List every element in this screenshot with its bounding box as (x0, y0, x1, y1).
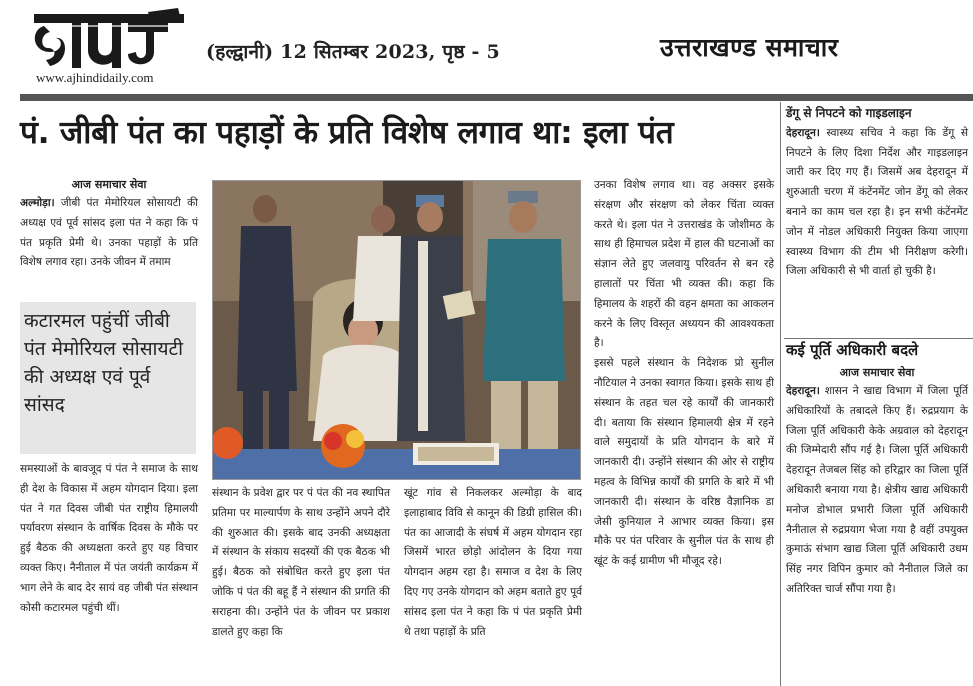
aaj-logo-graphic (28, 8, 188, 72)
website-url[interactable]: www.ajhindidaily.com (36, 70, 154, 85)
newspaper-logo (28, 8, 188, 72)
lead-column-2 (212, 484, 390, 642)
dateline: (हल्द्वानी) 12 सितम्बर 2023, पृष्ठ - 5 (206, 41, 500, 63)
dengue-place: देहरादून। (786, 126, 820, 139)
lead-byline: आज समाचार सेवा (71, 178, 147, 191)
lead-column-1 (20, 176, 198, 273)
lead-col1-body: समस्याओं के बावजूद पं पंत ने समाज के साथ ही देश के विकास में अहम योगदान दिया। इला पंत ने गत दिवस जीबी पंत राष्ट्रीय हिमालयी पर्यावरण संस्थान के वार्षिक दिवस के मौके पर हुई बैठक की अध्यक्षता करते हुए यह विचार व्यक्त किए। नैनीताल में पंत जयंती कार्यक्रम में भाग लेने के बाद देर सायं वह जीबी पंत संस्थान कोसी कटारमल पहुंची थीं। (20, 463, 198, 614)
event-photo (212, 180, 581, 480)
officers-body: शासन ने खाद्य विभाग में जिला पूर्ति अधिकारियों के तबादले किए हैं। रुद्रप्रयाग के जिला पूर्ति अधिकारी केके अग्रवाल को देहरादून की जिम्मेदारी सौंप गई है। जिला पूर्ति अधिकारी देहरादून तेजबल सिंह को हरिद्वार का जिला पूर्ति अधिकारी बनाया गया है। क्षेत्रीय खाद्य अधिकारी मनोज डोभाल प्रभारी जिला पूर्ति अधिकारी नैनीताल से रुद्रप्रयाग भेजा गया है वहीं उपयुक्त कुमाऊं संभाग खाद्य जिला पूर्ति अधिकारी उधम सिंह नगर विपिन कुमार को नैनीताल जिले का अतिरिक्त चार्ज सौंपा गया है। (786, 385, 968, 595)
dengue-body: स्वास्थ्य सचिव ने कहा कि डेंगू से निपटने के लिए दिशा निर्देश और गाइडलाइन जारी कर दिए गए हैं। जिसमें अब देहरादून में शुरुआती चरण में कंटेंनमेंट जोन डेंगू को लेकर बनाने का काम चल रहा है। इन सभी कंटेंनमेंट जोन में नोडल अधिकारी नियुक्त किया जाएगा स्वास्थ्य विभाग की टीम भी निरीक्षण करेगी। जिला अधिकारी से भी वार्ता हो चुकी है। (786, 126, 968, 278)
lead-col4-top: उनका विशेष लगाव था। वह अक्सर इसके संरक्षण और संरक्षण को लेकर चिंता व्यक्त करते थे। इला पंत ने उत्तराखंड के जोशीमठ के साथ ही हिमाचल प्रदेश में हाल की घटनाओं का संज्ञान लेते हुए जलवायु परिवर्तन से बन रहे हालातों पर चिंता भी व्यक्त की। कहा कि हिमालय के शहरों की वहन क्षमता का आकलन करने के लिए विस्तृत अध्ययन की आवश्यकता है। (594, 179, 774, 350)
lead-headline: पं. जीबी पंत का पहाड़ों के प्रति विशेष लगाव था: इला पंत (20, 115, 674, 151)
column-divider (780, 102, 781, 686)
officers-place: देहरादून। (786, 385, 820, 397)
dengue-headline: डेंगू से निपटने को गाइडलाइन (786, 106, 912, 120)
section-title: उत्तराखण्ड समाचार (660, 33, 839, 62)
dengue-story (786, 104, 968, 282)
lead-column-3 (404, 484, 582, 642)
lead-col3-body: खूंट गांव से निकलकर अल्मोड़ा के बाद इलाहाबाद विवि से कानून की डिग्री हासिल की। पंत का आजादी के संघर्ष में अहम योगदान रहा जिसमें भारत छोड़ो आंदोलन के दिया गया योगदान अहम रहा है। समाज व देश के लिए दिए गए उनके योगदान को अहम बताते हुए पूर्व सांसद इला पंत ने कहा कि पं पंत प्रकृति प्रेमी थे तथा पहाड़ों के प्रति (404, 487, 582, 638)
masthead-rule (20, 94, 973, 101)
officers-byline: आज समाचार सेवा (839, 366, 915, 379)
logo-text: आज (28, 8, 30, 9)
story-separator (784, 338, 973, 339)
lead-column-4 (594, 176, 774, 572)
lead-column-1-continued (20, 460, 198, 618)
lead-col2-body: संस्थान के प्रवेश द्वार पर पं पंत की नव स्थापित प्रतिमा पर माल्यार्पण के साथ उन्होंने अपने दौरे की शुरुआत की। इसके बाद उनकी अध्यक्षता में संस्थान के संकाय सदस्यों की एक बैठक भी हुई। बैठक को संबोधित करते हुए इला पंत जोकि पं पंत की बहू हैं ने संस्थान की प्रगति की सराहना की। उन्होंने पंत के जीवन पर प्रकाश डालते हुए कहा कि (212, 487, 390, 638)
officers-headline: कई पूर्ति अधिकारी बदले (786, 341, 919, 359)
photo-illustration (213, 181, 581, 480)
lead-intro: जीबी पंत मेमोरियल सोसायटी की अध्यक्ष एवं पूर्व सांसद इला पंत ने कहा कि पं पंत प्रकृति प्रेमी थे। उनका पहाड़ों के प्रति विशेष लगाव रहा। उनके जीवन में तमाम (20, 197, 198, 269)
lead-place: अल्मोड़ा। (20, 197, 55, 209)
lead-col4-body: इससे पहले संस्थान के निदेशक प्रो सुनील नौटियाल ने उनका स्वागत किया। इसके साथ ही संस्थान के तहत चल रहे कार्यों की जानकारी दी। बताया कि संस्थान हिमालयी क्षेत्र में रहने वाले समुदायों के प्रति योगदान के बारे में जानकारी दी। उन्होंने संस्थान की ओर से राष्ट्रीय महत्व के विभिन्न कार्यों की प्रगति के बारे में भी जानकारी दी। संस्थान के वरिष्ठ वैज्ञानिक डा जेसी कुनियाल ने आभार व्यक्त किया। इस मौके पर पंत परिवार के सुनील पंत के साथ ही खूंट के कई ग्रामीण भी मौजूद रहे। (594, 357, 774, 568)
pull-quote: कटारमल पहुंचीं जीबी पंत मेमोरियल सोसायटी की अध्यक्ष एवं पूर्व सांसद (20, 302, 196, 454)
officers-story (786, 364, 968, 600)
